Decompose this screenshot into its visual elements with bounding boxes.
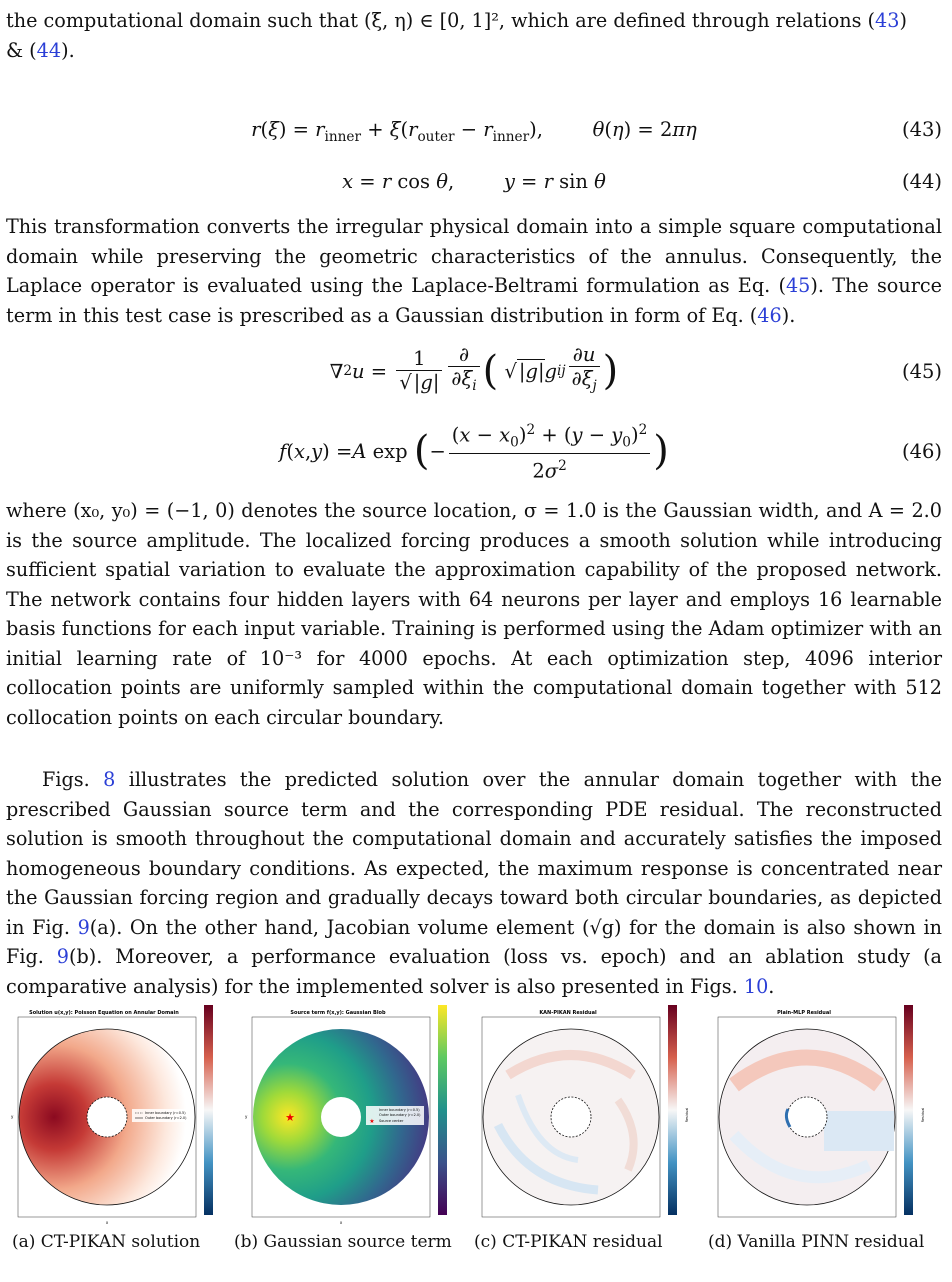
equation-46: f ( x , y ) = A exp ( − $\frac{(x - x_0)^2 + (y - y_0)^2}{2\sigma^2}$ ) (46) xyxy=(6,420,942,482)
equation-45: ∇ 2 u = $\frac{1}{√ |g|}$ $\frac{\partial}{\partial\xi_i}$ ( √ |g| g ij $\frac{\partial u}{\partial\xi_j}$ ) (45) xyxy=(329,343,942,394)
y-label: y xyxy=(245,1114,248,1119)
figure-mlp-residual xyxy=(704,1005,932,1225)
ref-eq43[interactable]: 43 xyxy=(875,9,900,32)
legend-source: Source center xyxy=(379,1119,404,1123)
text: ). xyxy=(61,38,75,62)
intro-text: the computational domain such that (ξ, η) ∈ [0, 1]², which are defined through relations ( xyxy=(6,9,876,32)
figure-source xyxy=(238,1005,466,1225)
paragraph-intro xyxy=(6,6,942,65)
text: illustrates the predicted solution over the annular domain together with the prescribed Gaussian source term and the corresponding PDE residual. The reconstructed solution is smooth throughout the computational domain and accurately satisfies the imposed homogeneous boundary conditions. As expected, the maximum response is concentrated near the Gaussian forcing region and gradually decays toward both circular boundaries, as depicted in Fig. xyxy=(6,768,942,939)
eq-number: (46) xyxy=(901,440,942,463)
source-star-icon: ★ xyxy=(285,1111,295,1124)
x-label: x xyxy=(339,1220,343,1225)
colorbar xyxy=(668,1005,677,1215)
x-label: x xyxy=(105,1220,109,1225)
colorbar xyxy=(438,1005,447,1215)
eq-number: (43) xyxy=(901,118,942,141)
legend-inner: Inner boundary (r=0.5) xyxy=(145,1111,186,1115)
figure-a-title: Solution u(x,y): Poisson Equation on Annular Domain xyxy=(29,1010,179,1016)
text: where (x₀, y₀) = (−1, 0) denotes the source location, σ = 1.0 is the Gaussian width, and A = 2.0 is the source amplitude. The localized forcing produces a smooth solution while introducing sufficient spatial variation to evaluate the approximation capability of the proposed network. The network contains four hidden layers with 64 neurons per layer and employs 16 learnable basis functions for each input variable. Training is performed using the Adam optimizer with an initial learning rate of 10⁻³ for 4000 epochs. At each optimization step, 4096 interior collocation points are uniformly sampled within the computational domain together with 512 collocation points on each circular boundary. xyxy=(6,499,942,729)
figure-b-title: Source term f(x,y): Gaussian Blob xyxy=(290,1010,386,1016)
text: Figs. xyxy=(42,768,104,791)
figure-c-title: KAN-PIKAN Residual xyxy=(539,1010,597,1016)
ref-eq44[interactable]: 44 xyxy=(36,38,62,62)
ref-fig8[interactable]: 8 xyxy=(103,768,116,791)
text: . xyxy=(768,974,775,998)
legend-inner: Inner boundary (r=0.5) xyxy=(379,1108,420,1112)
colorbar-label: Residual xyxy=(685,1107,689,1123)
paragraph-transformation xyxy=(6,212,942,330)
text: ). The source term in this test case is prescribed as a Gaussian distribution in form of Eq. ( xyxy=(6,274,942,327)
figure-solution xyxy=(4,1005,232,1225)
colorbar-label: Residual xyxy=(921,1107,925,1123)
ref-fig9a[interactable]: 9 xyxy=(77,915,90,939)
ref-eq45[interactable]: 45 xyxy=(785,274,811,297)
paragraph-setup xyxy=(6,496,942,732)
y-label: y xyxy=(11,1114,14,1119)
colorbar xyxy=(204,1005,213,1215)
text: ) xyxy=(899,9,907,32)
text: This transformation converts the irregular physical domain into a simple square computational domain while preserving the geometric characteristics of the annulus. Consequently, the Laplace operator is evaluated using the Laplace-Beltrami formulation as Eq. ( xyxy=(6,215,942,297)
text: (a). On the other hand, Jacobian volume element (√g) for the domain is also shown in Fig. xyxy=(6,915,943,968)
eq-number: (44) xyxy=(901,170,942,193)
text: ). xyxy=(781,303,796,327)
text: (b). Moreover, a performance evaluation (loss vs. epoch) and an ablation study (a comparative analysis) for the implemented solver is also presented in Figs. xyxy=(6,945,942,998)
ref-fig10[interactable]: 10 xyxy=(743,974,769,998)
colorbar xyxy=(904,1005,913,1215)
caption-b: (b) Gaussian source term xyxy=(234,1232,452,1252)
caption-a: (a) CT-PIKAN solution xyxy=(12,1232,201,1252)
legend-outer: Outer boundary (r=2.0) xyxy=(379,1113,421,1117)
figure-kan-residual xyxy=(468,1005,696,1225)
caption-d: (d) Vanilla PINN residual xyxy=(708,1232,925,1252)
svg-text:★: ★ xyxy=(369,1118,375,1125)
ref-fig9b[interactable]: 9 xyxy=(56,945,69,968)
ref-eq46[interactable]: 46 xyxy=(757,303,782,327)
figure-d-title: Plain-MLP Residual xyxy=(777,1010,831,1016)
caption-c: (c) CT-PIKAN residual xyxy=(474,1232,663,1252)
intro-text-2: & ( xyxy=(6,38,37,62)
eq-number: (45) xyxy=(901,360,942,383)
paragraph-results xyxy=(6,765,942,1001)
legend-outer: Outer boundary (r=2.0) xyxy=(145,1116,187,1120)
